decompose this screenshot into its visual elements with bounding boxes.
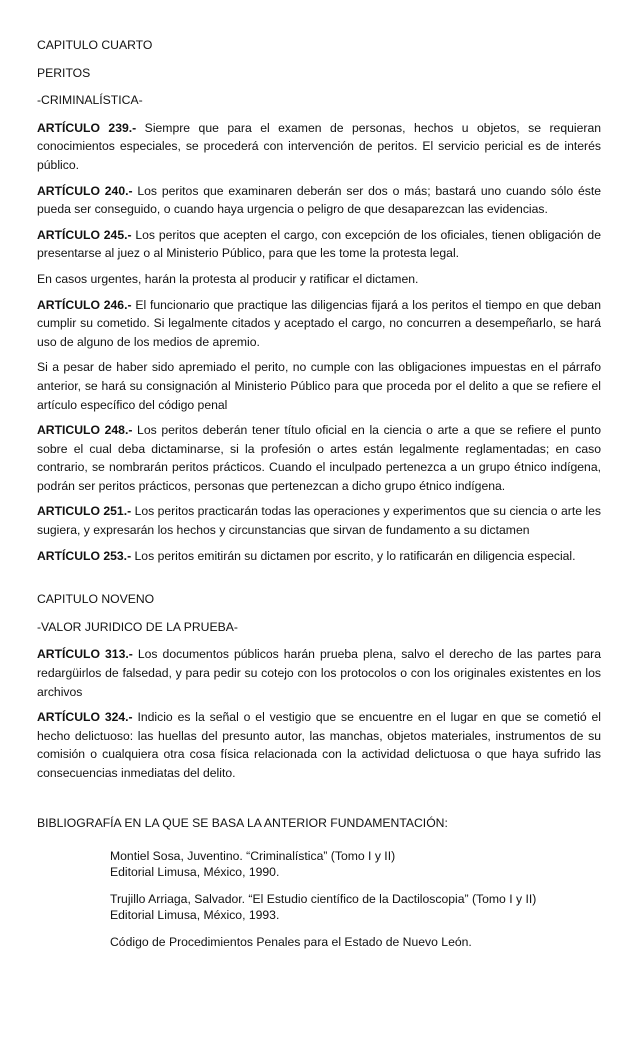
bibliography-entry bbox=[110, 891, 601, 923]
article-label: ARTICULO 248.- bbox=[37, 423, 133, 438]
spacer bbox=[37, 790, 601, 814]
article-label: ARTÍCULO 253.- bbox=[37, 548, 132, 563]
article-label: ARTÍCULO 246.- bbox=[37, 297, 132, 312]
chapter-title: CAPITULO NOVENO bbox=[37, 592, 155, 607]
bibliography-list bbox=[37, 848, 601, 950]
article-253 bbox=[37, 547, 601, 566]
article-245-paragraph bbox=[37, 270, 601, 289]
bibliography-entry-publisher: Editorial Limusa, México, 1993. bbox=[110, 908, 280, 923]
bibliography-heading: BIBLIOGRAFÍA EN LA QUE SE BASA LA ANTERIOR FUNDAMENTACIÓN: bbox=[37, 815, 448, 830]
spacer bbox=[37, 572, 601, 590]
article-text: Siempre que para el examen de personas, hechos u objetos, se requieran conocimientos especiales, se procederá con intervención de peritos. El servicio pericial es de interés público. bbox=[37, 120, 601, 172]
article-label: ARTÍCULO 245.- bbox=[37, 227, 132, 242]
article-text: En casos urgentes, harán la protesta al producir y ratificar el dictamen. bbox=[37, 271, 419, 286]
article-324 bbox=[37, 708, 601, 782]
chapter9-articles bbox=[37, 645, 601, 782]
article-245 bbox=[37, 226, 601, 263]
bibliography-entry-title: Montiel Sosa, Juventino. “Criminalística” (Tomo I y II) bbox=[110, 849, 396, 864]
article-239 bbox=[37, 119, 601, 175]
article-313 bbox=[37, 645, 601, 701]
section-title: -VALOR JURIDICO DE LA PRUEBA- bbox=[37, 619, 238, 634]
article-246-paragraph bbox=[37, 358, 601, 414]
article-label: ARTÍCULO 313.- bbox=[37, 647, 133, 662]
article-label: ARTICULO 251.- bbox=[37, 504, 132, 519]
article-label: ARTÍCULO 239.- bbox=[37, 120, 137, 135]
article-label: ARTÍCULO 240.- bbox=[37, 183, 133, 198]
article-248 bbox=[37, 421, 601, 495]
bibliography-entry bbox=[110, 848, 601, 880]
bibliography-entry-publisher: Editorial Limusa, México, 1990. bbox=[110, 865, 280, 880]
chapter4-articles bbox=[37, 119, 601, 565]
bibliography-entry bbox=[110, 934, 601, 950]
article-text: Los peritos practicarán todas las operaciones y experimentos que su ciencia o arte les sugiera, y expresarán los hechos y circunstancias que sirvan de fundamento a su dictamen bbox=[37, 504, 601, 538]
chapter-title: CAPITULO CUARTO bbox=[37, 38, 153, 52]
document-page bbox=[37, 36, 601, 961]
article-text: Si a pesar de haber sido apremiado el perito, no cumple con las obligaciones impuestas en el párrafo anterior, se hará su consignación al Ministerio Público para que proceda por el delito a que se refiere el artículo específico del código penal bbox=[37, 360, 601, 412]
article-text: Los peritos deberán tener título oficial en la ciencia o arte a que se refiere el punto sobre el cual deba dictaminarse, si la profesión o artes están legalmente reglamentadas; en caso contrario, se nombrarán peritos prácticos. Cuando el inculpado pertenezca a un grupo étnico indígena, podrán ser peritos prácticos, personas que pertenezcan a dicho grupo étnico indígena. bbox=[37, 423, 601, 493]
article-251 bbox=[37, 502, 601, 539]
article-text: Indicio es la señal o el vestigio que se encuentre en el lugar en que se cometió el hecho delictuoso: las huellas del presunto autor, las manchas, objetos materiales, instrumentos de su comisión o cualquiera otra cosa física relacionada con la actividad delictuosa o que haya sufrido las consecuencias inmediatas del delito. bbox=[37, 710, 601, 780]
bibliography-entry-title: Código de Procedimientos Penales para el Estado de Nuevo León. bbox=[110, 935, 472, 950]
section-title: -CRIMINALÍSTICA- bbox=[37, 93, 143, 108]
article-text: Los peritos emitirán su dictamen por escrito, y lo ratificarán en diligencia especial. bbox=[131, 548, 576, 563]
article-label: ARTÍCULO 324.- bbox=[37, 710, 133, 725]
article-text: Los peritos que acepten el cargo, con excepción de los oficiales, tienen obligación de presentarse al juez o al Ministerio Público, para que les tome la protesta legal. bbox=[37, 227, 601, 261]
article-text: El funcionario que practique las diligencias fijará a los peritos el tiempo en que deban cumplir su cometido. Si legalmente citados y aceptado el cargo, no concurren a desempeñarlo, se hará uso de alguno de los medios de apremio. bbox=[37, 297, 601, 349]
chapter-subtitle: PERITOS bbox=[37, 65, 91, 80]
article-text: Los documentos públicos harán prueba plena, salvo el derecho de las partes para redargüirlos de falsedad, y para pedir su cotejo con los protocolos o con los originales existentes en los archivos bbox=[37, 647, 601, 699]
bibliography-entry-title: Trujillo Arriaga, Salvador. “El Estudio científico de la Dactiloscopia” (Tomo I y II) bbox=[110, 892, 537, 907]
article-text: Los peritos que examinaren deberán ser dos o más; bastará uno cuando sólo éste pueda ser conseguido, o cuando haya urgencia o peligro de que desaparezcan las evidencias. bbox=[37, 183, 601, 217]
article-246 bbox=[37, 296, 601, 352]
article-240 bbox=[37, 182, 601, 219]
